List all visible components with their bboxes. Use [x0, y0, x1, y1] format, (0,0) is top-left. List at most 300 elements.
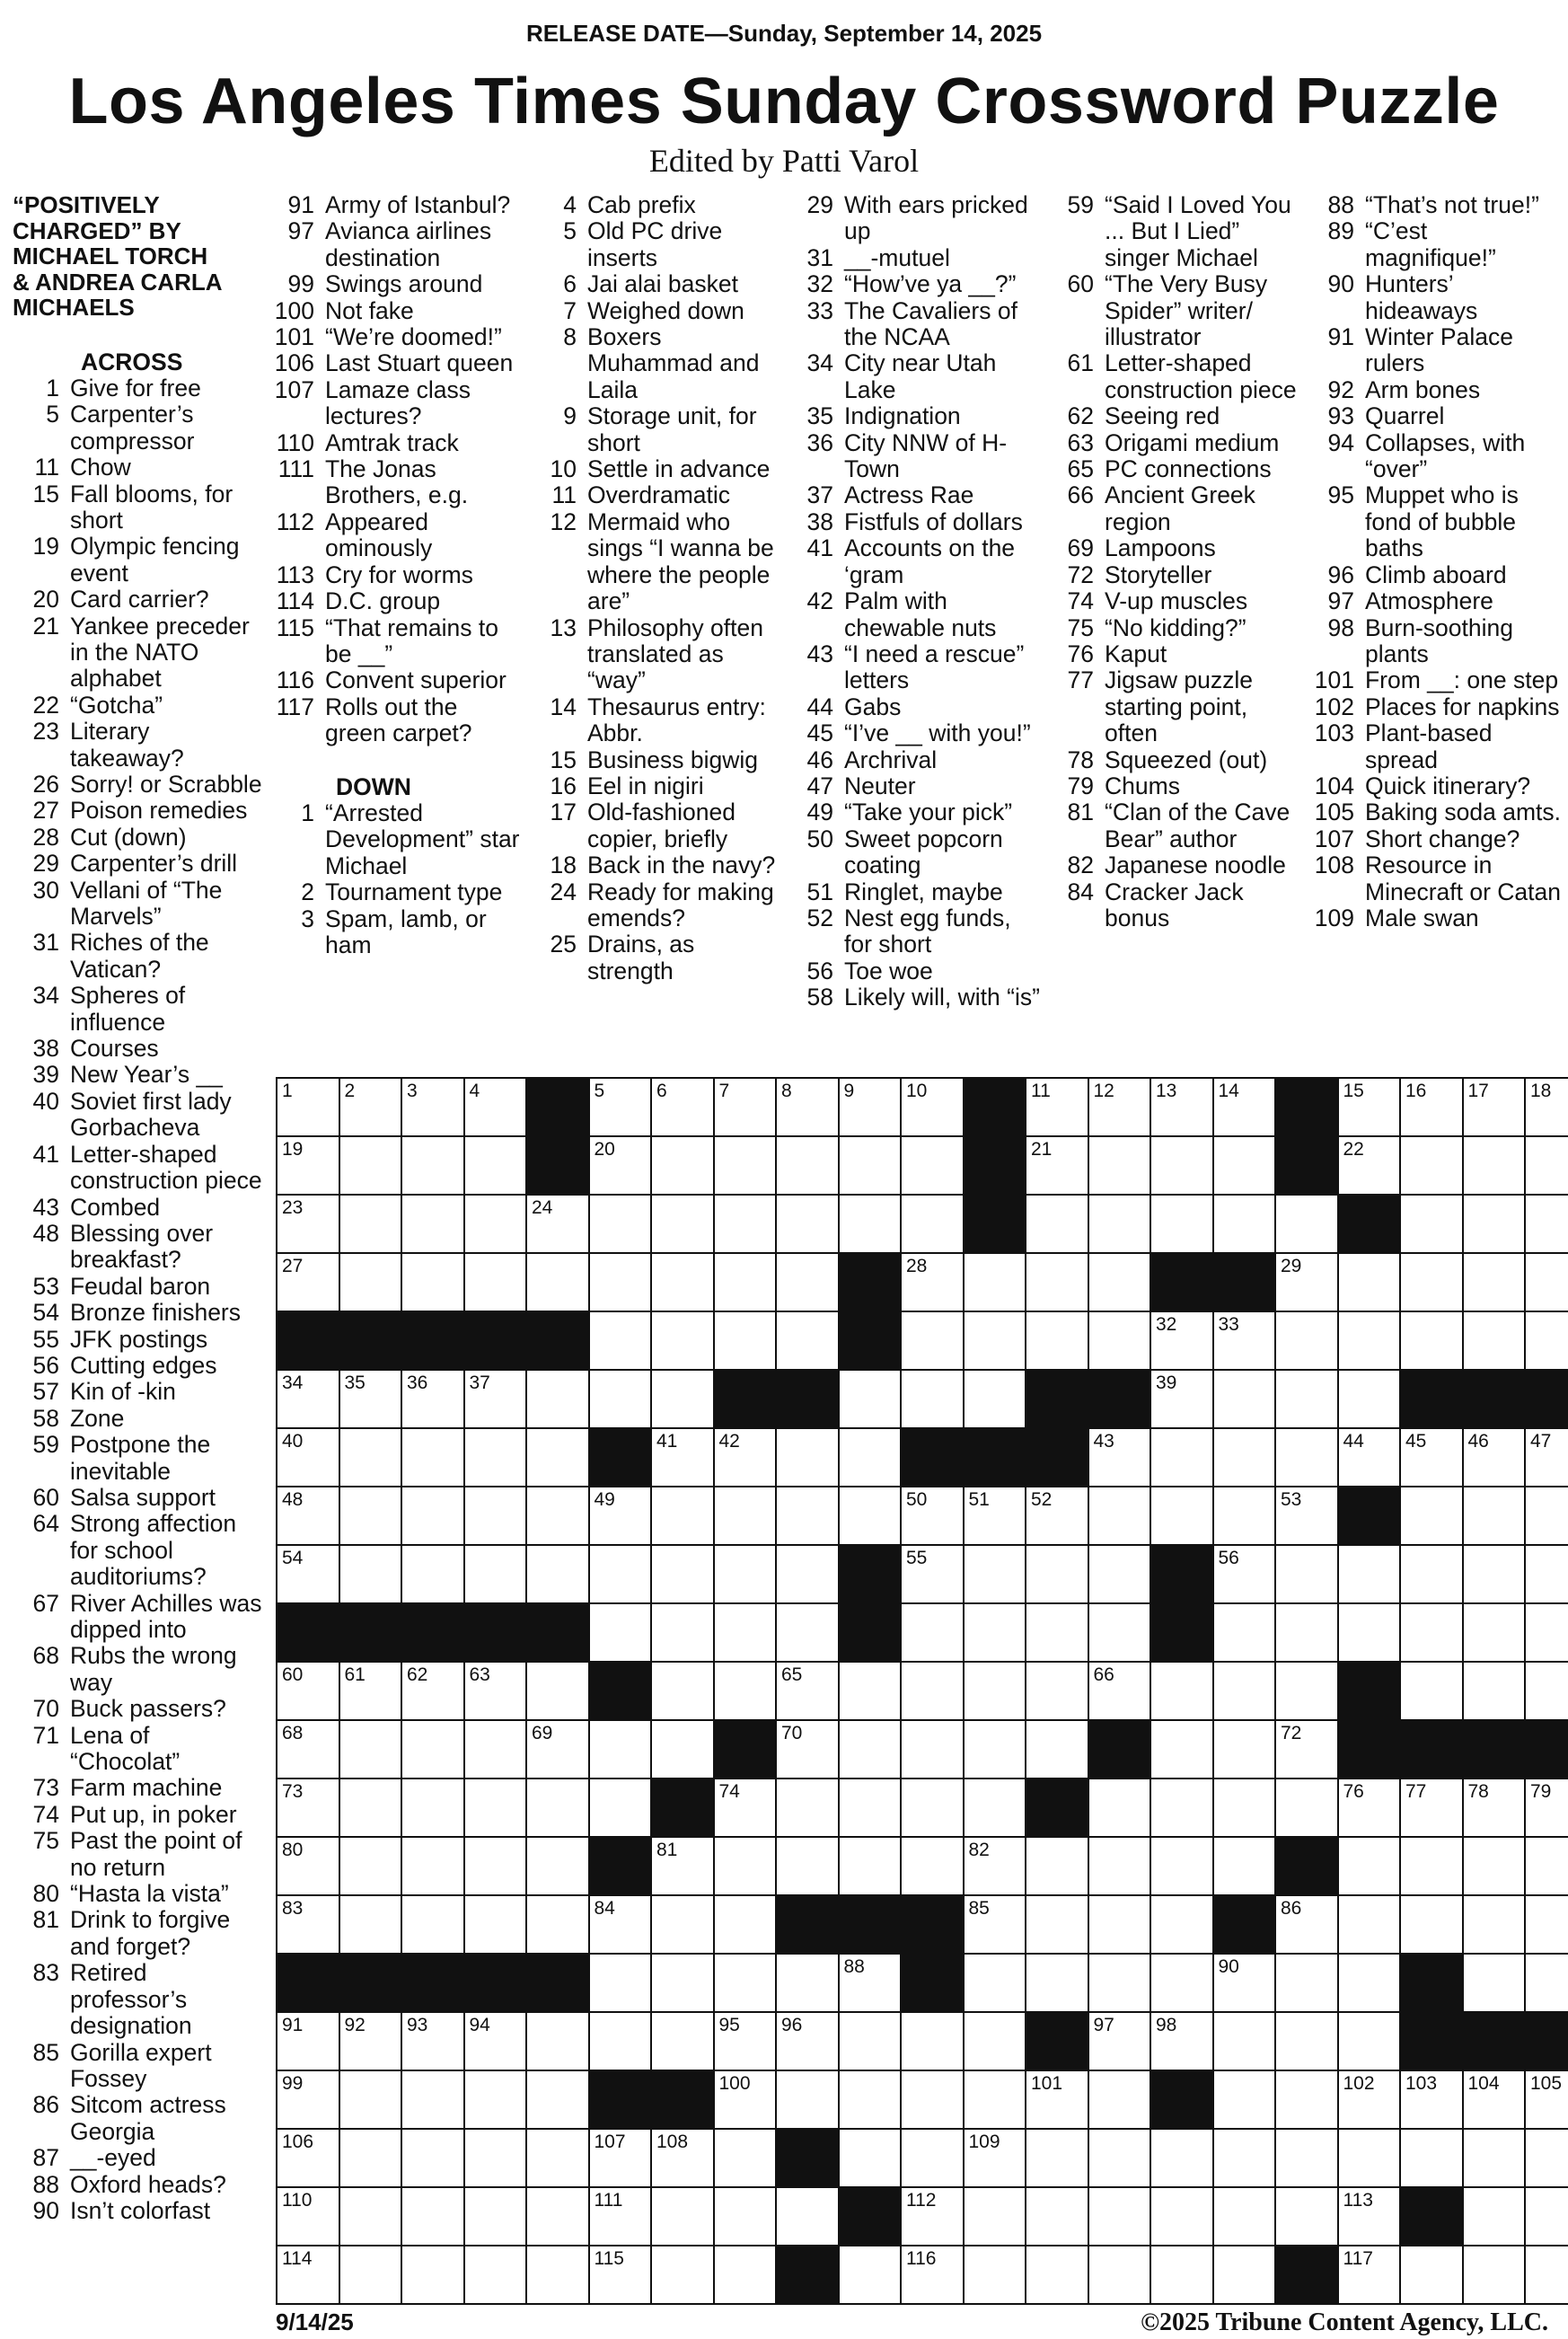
grid-cell[interactable] [1338, 2187, 1401, 2246]
grid-cell[interactable] [339, 1662, 402, 1720]
grid-cell[interactable] [1213, 1428, 1276, 1487]
grid-cell[interactable] [1088, 1837, 1151, 1895]
grid-cell[interactable] [1400, 2070, 1463, 2129]
grid-cell[interactable] [1213, 1545, 1276, 1603]
grid-cell[interactable] [1088, 2187, 1151, 2246]
grid-cell[interactable] [839, 2070, 902, 2129]
grid-cell[interactable] [1150, 1779, 1213, 1837]
grid-cell[interactable] [776, 1428, 839, 1487]
grid-cell[interactable] [714, 1662, 777, 1720]
grid-cell[interactable] [401, 1545, 464, 1603]
grid-cell[interactable] [776, 1253, 839, 1311]
grid-cell[interactable] [714, 1779, 777, 1837]
grid-cell[interactable] [589, 1487, 652, 1545]
grid-cell[interactable] [901, 2187, 964, 2246]
grid-cell[interactable] [1525, 1545, 1568, 1603]
grid-cell[interactable] [776, 2012, 839, 2070]
grid-cell[interactable] [1213, 2129, 1276, 2187]
grid-cell[interactable] [1088, 1779, 1151, 1837]
grid-cell[interactable] [1088, 1078, 1151, 1136]
grid-cell[interactable] [339, 1895, 402, 1954]
grid-cell[interactable] [1088, 1195, 1151, 1253]
grid-cell[interactable] [464, 1895, 527, 1954]
grid-cell[interactable] [1525, 2187, 1568, 2246]
grid-cell[interactable] [839, 1370, 902, 1428]
grid-cell[interactable] [1088, 1428, 1151, 1487]
grid-cell[interactable] [651, 1720, 714, 1779]
grid-cell[interactable] [401, 1136, 464, 1195]
grid-cell[interactable] [964, 1603, 1026, 1662]
grid-cell[interactable] [277, 2012, 339, 2070]
grid-cell[interactable] [1463, 1487, 1526, 1545]
grid-cell[interactable] [526, 2012, 589, 2070]
grid-cell[interactable] [1150, 1195, 1213, 1253]
grid-cell[interactable] [1338, 1779, 1401, 1837]
grid-cell[interactable] [1463, 1428, 1526, 1487]
grid-cell[interactable] [1525, 1954, 1568, 2012]
grid-cell[interactable] [1463, 1078, 1526, 1136]
grid-cell[interactable] [401, 1779, 464, 1837]
grid-cell[interactable] [1400, 1837, 1463, 1895]
grid-cell[interactable] [1213, 1370, 1276, 1428]
grid-cell[interactable] [964, 1837, 1026, 1895]
grid-cell[interactable] [1150, 1662, 1213, 1720]
grid-cell[interactable] [401, 1078, 464, 1136]
grid-cell[interactable] [964, 1311, 1026, 1370]
grid-cell[interactable] [401, 1428, 464, 1487]
grid-cell[interactable] [464, 2246, 527, 2304]
grid-cell[interactable] [277, 2129, 339, 2187]
grid-cell[interactable] [1338, 1428, 1401, 1487]
grid-cell[interactable] [464, 1837, 527, 1895]
grid-cell[interactable] [401, 2246, 464, 2304]
grid-cell[interactable] [1150, 1370, 1213, 1428]
grid-cell[interactable] [1338, 1837, 1401, 1895]
grid-cell[interactable] [1026, 1078, 1088, 1136]
grid-cell[interactable] [1150, 2246, 1213, 2304]
grid-cell[interactable] [339, 2012, 402, 2070]
grid-cell[interactable] [401, 2012, 464, 2070]
grid-cell[interactable] [714, 1195, 777, 1253]
grid-cell[interactable] [714, 1954, 777, 2012]
grid-cell[interactable] [964, 1662, 1026, 1720]
grid-cell[interactable] [1400, 2246, 1463, 2304]
grid-cell[interactable] [339, 1545, 402, 1603]
grid-cell[interactable] [1088, 2129, 1151, 2187]
grid-cell[interactable] [339, 2187, 402, 2246]
grid-cell[interactable] [714, 1545, 777, 1603]
grid-cell[interactable] [776, 1779, 839, 1837]
grid-cell[interactable] [589, 1545, 652, 1603]
grid-cell[interactable] [1213, 1078, 1276, 1136]
grid-cell[interactable] [401, 1895, 464, 1954]
grid-cell[interactable] [651, 2012, 714, 2070]
grid-cell[interactable] [589, 1311, 652, 1370]
grid-cell[interactable] [464, 1428, 527, 1487]
grid-cell[interactable] [1026, 1136, 1088, 1195]
grid-cell[interactable] [1338, 2012, 1401, 2070]
grid-cell[interactable] [1338, 2246, 1401, 2304]
grid-cell[interactable] [1213, 1662, 1276, 1720]
grid-cell[interactable] [339, 1370, 402, 1428]
grid-cell[interactable] [901, 1487, 964, 1545]
grid-cell[interactable] [964, 2187, 1026, 2246]
grid-cell[interactable] [526, 1370, 589, 1428]
grid-cell[interactable] [464, 1136, 527, 1195]
grid-cell[interactable] [1338, 2070, 1401, 2129]
grid-cell[interactable] [1463, 1311, 1526, 1370]
grid-cell[interactable] [1400, 1487, 1463, 1545]
grid-cell[interactable] [339, 1195, 402, 1253]
grid-cell[interactable] [651, 2187, 714, 2246]
grid-cell[interactable] [1525, 1195, 1568, 1253]
grid-cell[interactable] [1213, 1779, 1276, 1837]
grid-cell[interactable] [964, 1545, 1026, 1603]
grid-cell[interactable] [839, 1837, 902, 1895]
grid-cell[interactable] [714, 2012, 777, 2070]
grid-cell[interactable] [589, 1195, 652, 1253]
grid-cell[interactable] [339, 1136, 402, 1195]
grid-cell[interactable] [1150, 1720, 1213, 1779]
grid-cell[interactable] [964, 1720, 1026, 1779]
grid-cell[interactable] [1088, 1895, 1151, 1954]
grid-cell[interactable] [1150, 1428, 1213, 1487]
grid-cell[interactable] [1400, 1428, 1463, 1487]
grid-cell[interactable] [401, 2070, 464, 2129]
grid-cell[interactable] [1275, 2187, 1338, 2246]
grid-cell[interactable] [1213, 1837, 1276, 1895]
grid-cell[interactable] [277, 1487, 339, 1545]
grid-cell[interactable] [839, 1428, 902, 1487]
grid-cell[interactable] [651, 1545, 714, 1603]
grid-cell[interactable] [589, 1720, 652, 1779]
grid-cell[interactable] [1026, 1954, 1088, 2012]
grid-cell[interactable] [1463, 1136, 1526, 1195]
grid-cell[interactable] [1525, 2129, 1568, 2187]
grid-cell[interactable] [1275, 1662, 1338, 1720]
grid-cell[interactable] [1275, 1720, 1338, 1779]
grid-cell[interactable] [1400, 1603, 1463, 1662]
grid-cell[interactable] [1463, 1895, 1526, 1954]
grid-cell[interactable] [1463, 1662, 1526, 1720]
grid-cell[interactable] [901, 1078, 964, 1136]
grid-cell[interactable] [1338, 1078, 1401, 1136]
grid-cell[interactable] [277, 2187, 339, 2246]
grid-cell[interactable] [651, 1136, 714, 1195]
grid-cell[interactable] [464, 1078, 527, 1136]
grid-cell[interactable] [1213, 2246, 1276, 2304]
grid-cell[interactable] [901, 1545, 964, 1603]
grid-cell[interactable] [1525, 1662, 1568, 1720]
grid-cell[interactable] [589, 1779, 652, 1837]
grid-cell[interactable] [1463, 1954, 1526, 2012]
grid-cell[interactable] [1150, 2187, 1213, 2246]
grid-cell[interactable] [526, 1545, 589, 1603]
grid-cell[interactable] [651, 1895, 714, 1954]
grid-cell[interactable] [1026, 1487, 1088, 1545]
grid-cell[interactable] [1026, 2187, 1088, 2246]
grid-cell[interactable] [776, 1662, 839, 1720]
grid-cell[interactable] [277, 1837, 339, 1895]
grid-cell[interactable] [464, 1779, 527, 1837]
grid-cell[interactable] [1275, 1370, 1338, 1428]
grid-cell[interactable] [1213, 1136, 1276, 1195]
grid-cell[interactable] [464, 2129, 527, 2187]
grid-cell[interactable] [1400, 1545, 1463, 1603]
grid-cell[interactable] [714, 1487, 777, 1545]
grid-cell[interactable] [839, 1078, 902, 1136]
grid-cell[interactable] [1338, 2129, 1401, 2187]
grid-cell[interactable] [1150, 1078, 1213, 1136]
grid-cell[interactable] [1275, 1311, 1338, 1370]
grid-cell[interactable] [1026, 1837, 1088, 1895]
grid-cell[interactable] [464, 1720, 527, 1779]
grid-cell[interactable] [964, 2246, 1026, 2304]
grid-cell[interactable] [776, 1078, 839, 1136]
grid-cell[interactable] [901, 1195, 964, 1253]
grid-cell[interactable] [964, 1954, 1026, 2012]
grid-cell[interactable] [1088, 1603, 1151, 1662]
grid-cell[interactable] [714, 1837, 777, 1895]
grid-cell[interactable] [277, 2246, 339, 2304]
grid-cell[interactable] [526, 1837, 589, 1895]
grid-cell[interactable] [526, 1779, 589, 1837]
grid-cell[interactable] [526, 2246, 589, 2304]
grid-cell[interactable] [1275, 1895, 1338, 1954]
grid-cell[interactable] [464, 1487, 527, 1545]
grid-cell[interactable] [714, 1136, 777, 1195]
grid-cell[interactable] [1463, 1253, 1526, 1311]
grid-cell[interactable] [1026, 1195, 1088, 1253]
grid-cell[interactable] [901, 2012, 964, 2070]
grid-cell[interactable] [464, 1662, 527, 1720]
grid-cell[interactable] [1338, 1895, 1401, 1954]
grid-cell[interactable] [714, 1253, 777, 1311]
grid-cell[interactable] [526, 1428, 589, 1487]
grid-cell[interactable] [339, 1779, 402, 1837]
grid-cell[interactable] [1150, 2129, 1213, 2187]
grid-cell[interactable] [401, 1370, 464, 1428]
grid-cell[interactable] [1525, 1779, 1568, 1837]
grid-cell[interactable] [714, 1428, 777, 1487]
grid-cell[interactable] [1338, 1545, 1401, 1603]
grid-cell[interactable] [1275, 1487, 1338, 1545]
grid-cell[interactable] [1275, 1779, 1338, 1837]
grid-cell[interactable] [714, 2246, 777, 2304]
grid-cell[interactable] [339, 1837, 402, 1895]
grid-cell[interactable] [1150, 1837, 1213, 1895]
grid-cell[interactable] [1400, 1136, 1463, 1195]
grid-cell[interactable] [714, 1078, 777, 1136]
grid-cell[interactable] [1463, 2187, 1526, 2246]
grid-cell[interactable] [1338, 1954, 1401, 2012]
grid-cell[interactable] [1150, 1311, 1213, 1370]
grid-cell[interactable] [1525, 1078, 1568, 1136]
grid-cell[interactable] [1275, 1603, 1338, 1662]
grid-cell[interactable] [464, 2012, 527, 2070]
grid-cell[interactable] [839, 1662, 902, 1720]
grid-cell[interactable] [401, 1720, 464, 1779]
grid-cell[interactable] [1213, 1311, 1276, 1370]
grid-cell[interactable] [1088, 1311, 1151, 1370]
grid-cell[interactable] [776, 1837, 839, 1895]
grid-cell[interactable] [1275, 1195, 1338, 1253]
grid-cell[interactable] [1026, 1603, 1088, 1662]
grid-cell[interactable] [651, 1253, 714, 1311]
grid-cell[interactable] [1026, 1311, 1088, 1370]
grid-cell[interactable] [901, 1837, 964, 1895]
grid-cell[interactable] [839, 1136, 902, 1195]
grid-cell[interactable] [714, 1603, 777, 1662]
grid-cell[interactable] [277, 2070, 339, 2129]
grid-cell[interactable] [464, 1545, 527, 1603]
grid-cell[interactable] [1275, 2070, 1338, 2129]
grid-cell[interactable] [776, 1136, 839, 1195]
grid-cell[interactable] [1338, 1311, 1401, 1370]
grid-cell[interactable] [526, 2129, 589, 2187]
grid-cell[interactable] [1463, 2070, 1526, 2129]
grid-cell[interactable] [714, 1895, 777, 1954]
grid-cell[interactable] [401, 1487, 464, 1545]
grid-cell[interactable] [901, 1370, 964, 1428]
grid-cell[interactable] [901, 1720, 964, 1779]
grid-cell[interactable] [651, 1370, 714, 1428]
grid-cell[interactable] [1026, 2246, 1088, 2304]
grid-cell[interactable] [839, 2012, 902, 2070]
grid-cell[interactable] [1400, 1662, 1463, 1720]
grid-cell[interactable] [901, 2129, 964, 2187]
grid-cell[interactable] [1213, 2012, 1276, 2070]
grid-cell[interactable] [651, 1195, 714, 1253]
grid-cell[interactable] [589, 2012, 652, 2070]
grid-cell[interactable] [589, 1603, 652, 1662]
grid-cell[interactable] [277, 1895, 339, 1954]
grid-cell[interactable] [1026, 1253, 1088, 1311]
grid-cell[interactable] [714, 2129, 777, 2187]
grid-cell[interactable] [1088, 1954, 1151, 2012]
grid-cell[interactable] [964, 1895, 1026, 1954]
grid-cell[interactable] [277, 1253, 339, 1311]
grid-cell[interactable] [339, 1720, 402, 1779]
grid-cell[interactable] [1463, 1779, 1526, 1837]
grid-cell[interactable] [1088, 2070, 1151, 2129]
grid-cell[interactable] [1026, 1895, 1088, 1954]
grid-cell[interactable] [526, 1195, 589, 1253]
grid-cell[interactable] [277, 1370, 339, 1428]
grid-cell[interactable] [589, 2129, 652, 2187]
grid-cell[interactable] [401, 1253, 464, 1311]
grid-cell[interactable] [1026, 2070, 1088, 2129]
grid-cell[interactable] [651, 1311, 714, 1370]
grid-cell[interactable] [464, 2187, 527, 2246]
grid-cell[interactable] [651, 1428, 714, 1487]
grid-cell[interactable] [714, 1311, 777, 1370]
grid-cell[interactable] [589, 1078, 652, 1136]
grid-cell[interactable] [964, 1370, 1026, 1428]
grid-cell[interactable] [839, 2246, 902, 2304]
grid-cell[interactable] [901, 1603, 964, 1662]
grid-cell[interactable] [277, 1545, 339, 1603]
grid-cell[interactable] [464, 2070, 527, 2129]
grid-cell[interactable] [401, 2187, 464, 2246]
grid-cell[interactable] [1150, 1487, 1213, 1545]
grid-cell[interactable] [964, 2070, 1026, 2129]
grid-cell[interactable] [901, 1253, 964, 1311]
grid-cell[interactable] [1213, 2187, 1276, 2246]
grid-cell[interactable] [1026, 1720, 1088, 1779]
grid-cell[interactable] [776, 1487, 839, 1545]
grid-cell[interactable] [839, 2129, 902, 2187]
grid-cell[interactable] [901, 1136, 964, 1195]
grid-cell[interactable] [401, 1837, 464, 1895]
grid-cell[interactable] [277, 1136, 339, 1195]
grid-cell[interactable] [1275, 2012, 1338, 2070]
grid-cell[interactable] [1463, 1195, 1526, 1253]
grid-cell[interactable] [776, 1545, 839, 1603]
grid-cell[interactable] [1275, 1428, 1338, 1487]
grid-cell[interactable] [589, 2246, 652, 2304]
grid-cell[interactable] [526, 1895, 589, 1954]
grid-cell[interactable] [401, 1195, 464, 1253]
grid-cell[interactable] [1463, 1837, 1526, 1895]
grid-cell[interactable] [277, 1195, 339, 1253]
grid-cell[interactable] [964, 2129, 1026, 2187]
grid-cell[interactable] [1213, 1487, 1276, 1545]
grid-cell[interactable] [526, 2070, 589, 2129]
grid-cell[interactable] [776, 1954, 839, 2012]
grid-cell[interactable] [589, 1895, 652, 1954]
grid-cell[interactable] [339, 2070, 402, 2129]
grid-cell[interactable] [526, 2187, 589, 2246]
grid-cell[interactable] [1400, 1895, 1463, 1954]
grid-cell[interactable] [1400, 1253, 1463, 1311]
grid-cell[interactable] [277, 1078, 339, 1136]
grid-cell[interactable] [1213, 1954, 1276, 2012]
grid-cell[interactable] [839, 1954, 902, 2012]
grid-cell[interactable] [1525, 1428, 1568, 1487]
grid-cell[interactable] [776, 2070, 839, 2129]
grid-cell[interactable] [901, 1662, 964, 1720]
grid-cell[interactable] [1400, 1311, 1463, 1370]
grid-cell[interactable] [589, 1954, 652, 2012]
grid-cell[interactable] [776, 2187, 839, 2246]
grid-cell[interactable] [1525, 1487, 1568, 1545]
grid-cell[interactable] [1400, 1195, 1463, 1253]
grid-cell[interactable] [1150, 2012, 1213, 2070]
grid-cell[interactable] [651, 1837, 714, 1895]
grid-cell[interactable] [1525, 2070, 1568, 2129]
grid-cell[interactable] [776, 1311, 839, 1370]
grid-cell[interactable] [776, 1195, 839, 1253]
grid-cell[interactable] [1275, 1954, 1338, 2012]
grid-cell[interactable] [1213, 2070, 1276, 2129]
grid-cell[interactable] [964, 2012, 1026, 2070]
grid-cell[interactable] [1150, 1136, 1213, 1195]
grid-cell[interactable] [277, 1779, 339, 1837]
grid-cell[interactable] [277, 1662, 339, 1720]
grid-cell[interactable] [339, 1428, 402, 1487]
grid-cell[interactable] [1525, 2246, 1568, 2304]
grid-cell[interactable] [401, 1662, 464, 1720]
grid-cell[interactable] [1088, 1545, 1151, 1603]
grid-cell[interactable] [839, 1779, 902, 1837]
grid-cell[interactable] [651, 1603, 714, 1662]
grid-cell[interactable] [1525, 1603, 1568, 1662]
grid-cell[interactable] [1213, 1195, 1276, 1253]
grid-cell[interactable] [1026, 1545, 1088, 1603]
grid-cell[interactable] [526, 1487, 589, 1545]
grid-cell[interactable] [339, 2246, 402, 2304]
